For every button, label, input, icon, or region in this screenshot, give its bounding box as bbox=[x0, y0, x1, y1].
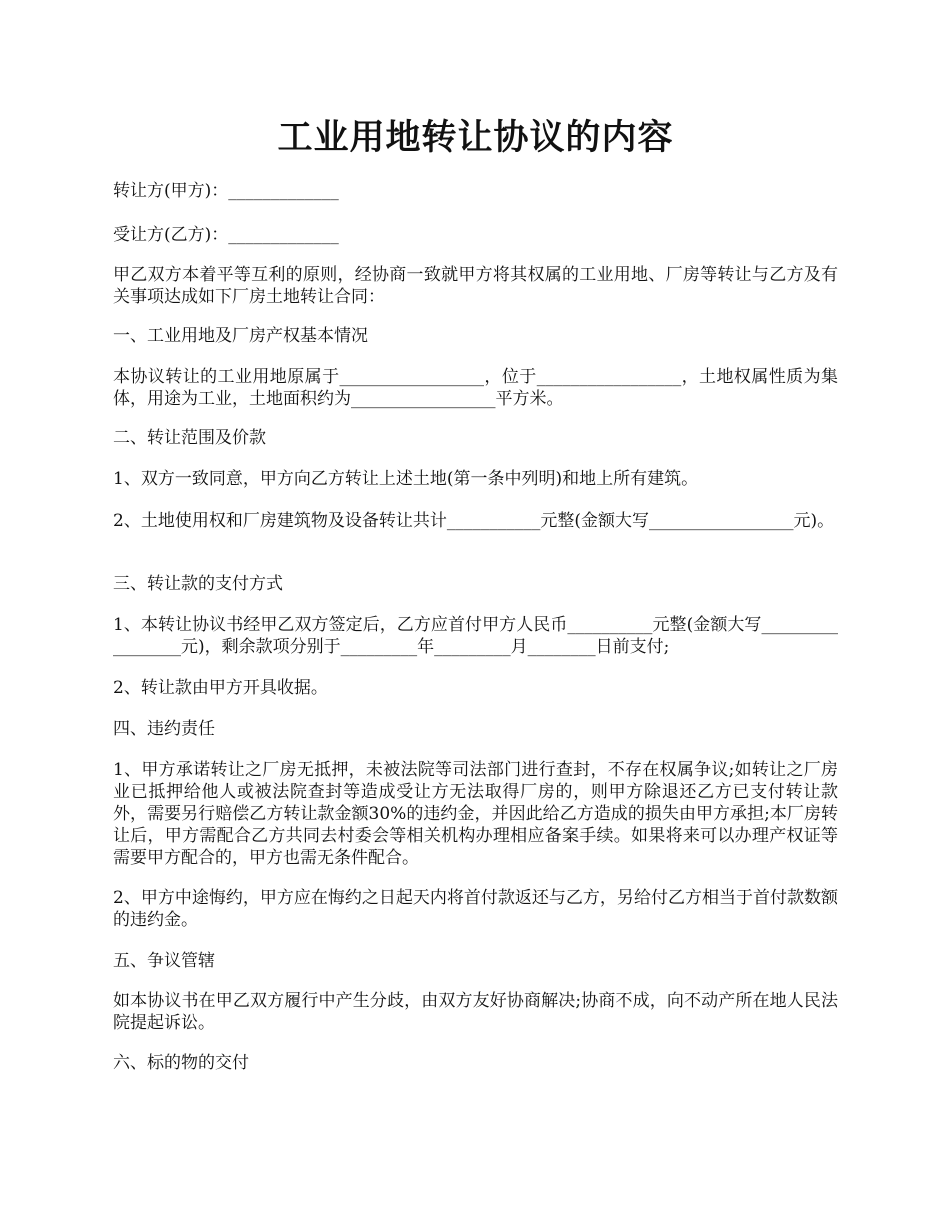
section-heading-1: 一、工业用地及厂房产权基本情况 bbox=[113, 326, 368, 346]
clause-4-1: 1、甲方承诺转让之厂房无抵押，未被法院等司法部门进行查封，不存在权属争议;如转让之厂房业已抵押给他人或被法院查封等造成受让方无法取得厂房的，则甲方除退还乙方已支付转让款外，需要另行赔偿乙方转让款金额30%的违约金，并因此给乙方造成的损失由甲方承担;本厂房转让后，甲方需配合乙方共同去村委会等相关机构办理相应备案手续。如果将来可以办理产权证等需要甲方配合的，甲方也需无条件配合。 bbox=[113, 760, 838, 868]
property-info-paragraph: 本协议转让的工业用地原属于_________________，位于_________________，土地权属性质为集体，用途为工业，土地面积约为_________________平方米。 bbox=[113, 367, 838, 409]
clause-3-2: 2、转让款由甲方开具收据。 bbox=[113, 678, 328, 698]
section-heading-3: 三、转让款的支付方式 bbox=[113, 574, 283, 594]
clause-3-1: 1、本转让协议书经甲乙双方签定后，乙方应首付甲方人民币__________元整(金额大写_________________元)，剩余款项分别于_________年_________月________日前支付; bbox=[113, 615, 838, 657]
transferor-line: 转让方(甲方)：_____________ bbox=[113, 181, 339, 201]
section-heading-5: 五、争议管辖 bbox=[113, 951, 215, 971]
dispute-paragraph: 如本协议书在甲乙双方履行中产生分歧，由双方友好协商解决;协商不成，向不动产所在地人民法院提起诉讼。 bbox=[113, 991, 838, 1033]
section-heading-2: 二、转让范围及价款 bbox=[113, 428, 266, 448]
document-title: 工业用地转让协议的内容 bbox=[277, 117, 674, 158]
section-heading-6: 六、标的物的交付 bbox=[113, 1053, 249, 1073]
clause-2-1: 1、双方一致同意，甲方向乙方转让上述土地(第一条中列明)和地上所有建筑。 bbox=[113, 469, 699, 489]
clause-4-2: 2、甲方中途悔约，甲方应在悔约之日起天内将首付款返还与乙方，另给付乙方相当于首付款数额的违约金。 bbox=[113, 888, 838, 930]
transferee-line: 受让方(乙方)：_____________ bbox=[113, 225, 339, 245]
clause-2-2: 2、土地使用权和厂房建筑物及设备转让共计___________元整(金额大写_________________元)。 bbox=[113, 511, 835, 531]
section-heading-4: 四、违约责任 bbox=[113, 719, 215, 739]
preamble-paragraph: 甲乙双方本着平等互利的原则，经协商一致就甲方将其权属的工业用地、厂房等转让与乙方及有关事项达成如下厂房土地转让合同： bbox=[113, 265, 838, 307]
